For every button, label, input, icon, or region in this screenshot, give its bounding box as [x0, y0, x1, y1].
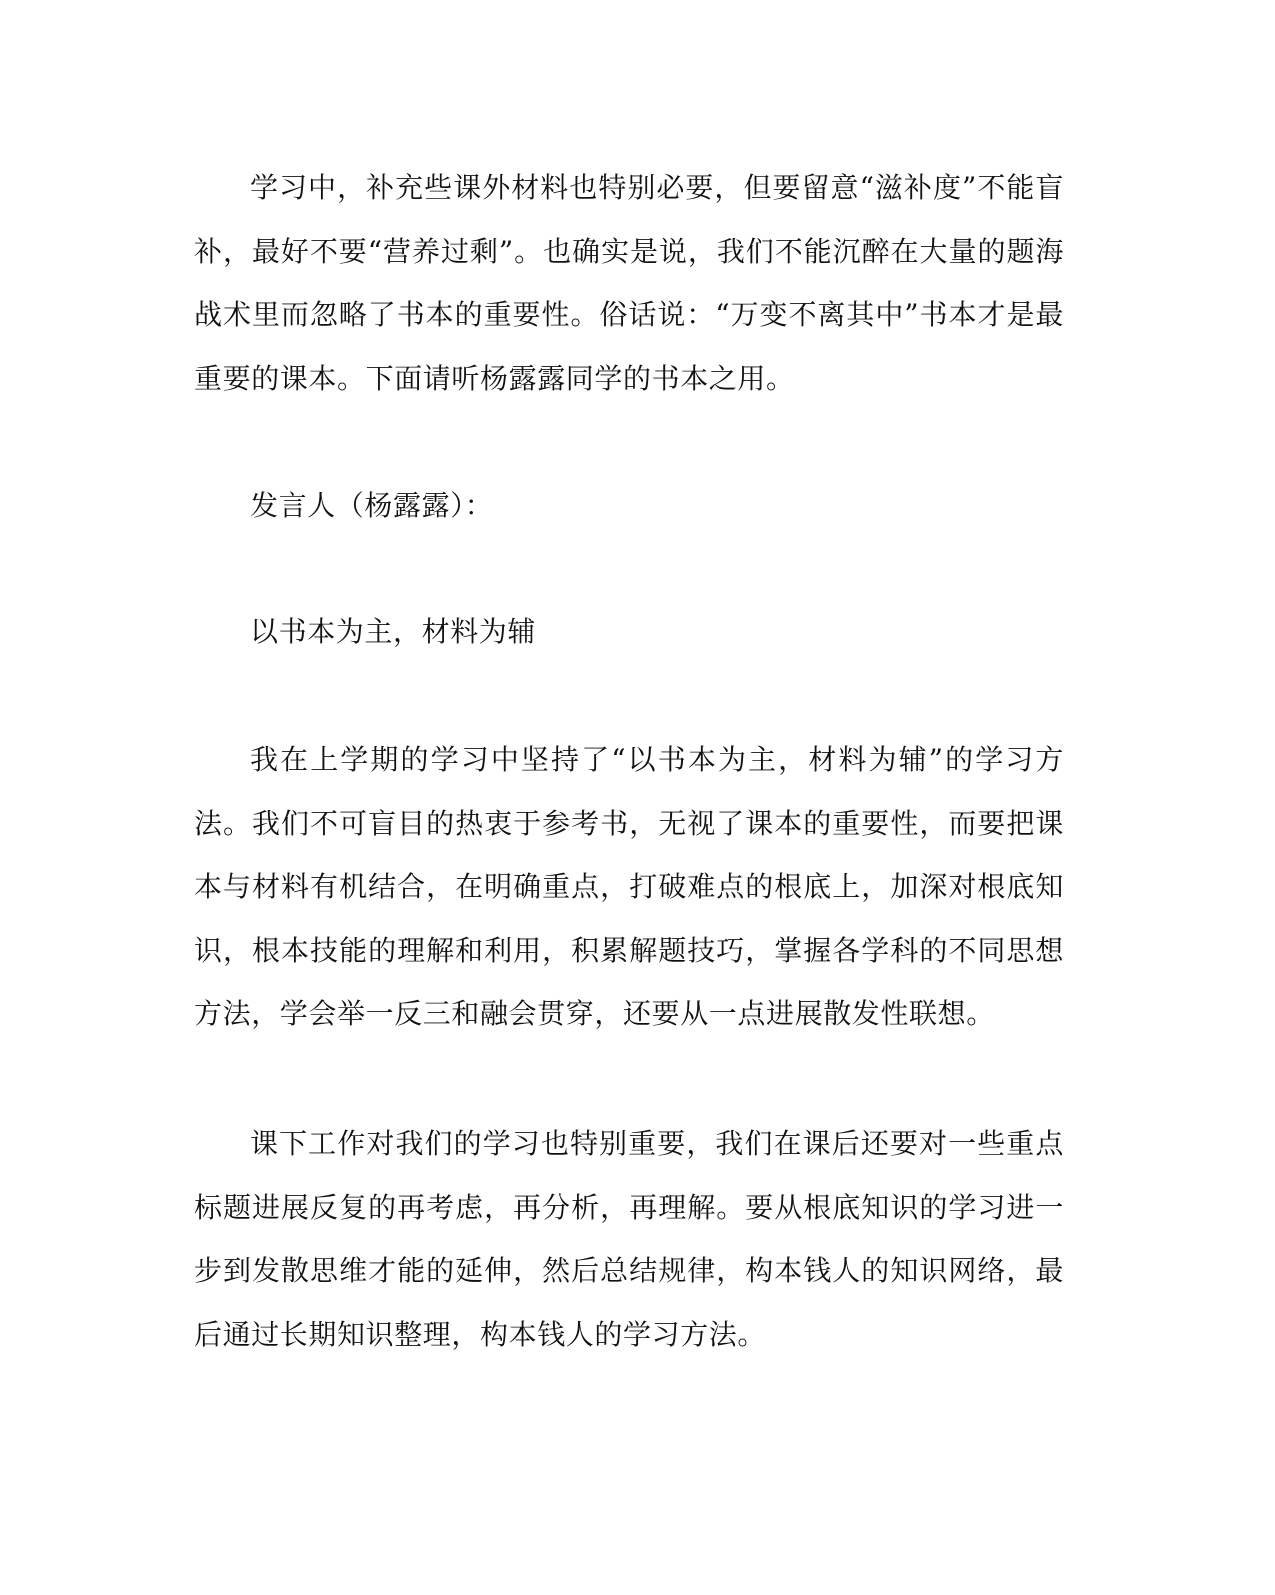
- paragraph-homework: 课下工作对我们的学习也特别重要，我们在课后还要对一些重点标题进展反复的再考虑，再分析，再理解。要从根底知识的学习进一步到发散思维才能的延伸，然后总结规律，构本钱人的知识网络，最后通过长期知识整理，构本钱人的学习方法。: [194, 1127, 1064, 1351]
- paragraph-intro: 学习中，补充些课外材料也特别必要，但要留意“滋补度”不能盲补，最好不要“营养过剩”。也确实是说，我们不能沉醉在大量的题海战术里而忽略了书本的重要性。俗话说：“万变不离其中”书本才是最重要的课本。下面请听杨露露同学的书本之用。: [194, 171, 1064, 395]
- speaker-label: 发言人（杨露露）：: [250, 489, 494, 522]
- section-heading: 以书本为主，材料为辅: [250, 615, 537, 648]
- paragraph-method: 我在上学期的学习中坚持了“以书本为主，材料为辅”的学习方法。我们不可盲目的热衷于参考书，无视了课本的重要性，而要把课本与材料有机结合，在明确重点，打破难点的根底上，加深对根底知识，根本技能的理解和利用，积累解题技巧，掌握各学科的不同思想方法，学会举一反三和融会贯穿，还要从一点进展散发性联想。: [194, 743, 1064, 1030]
